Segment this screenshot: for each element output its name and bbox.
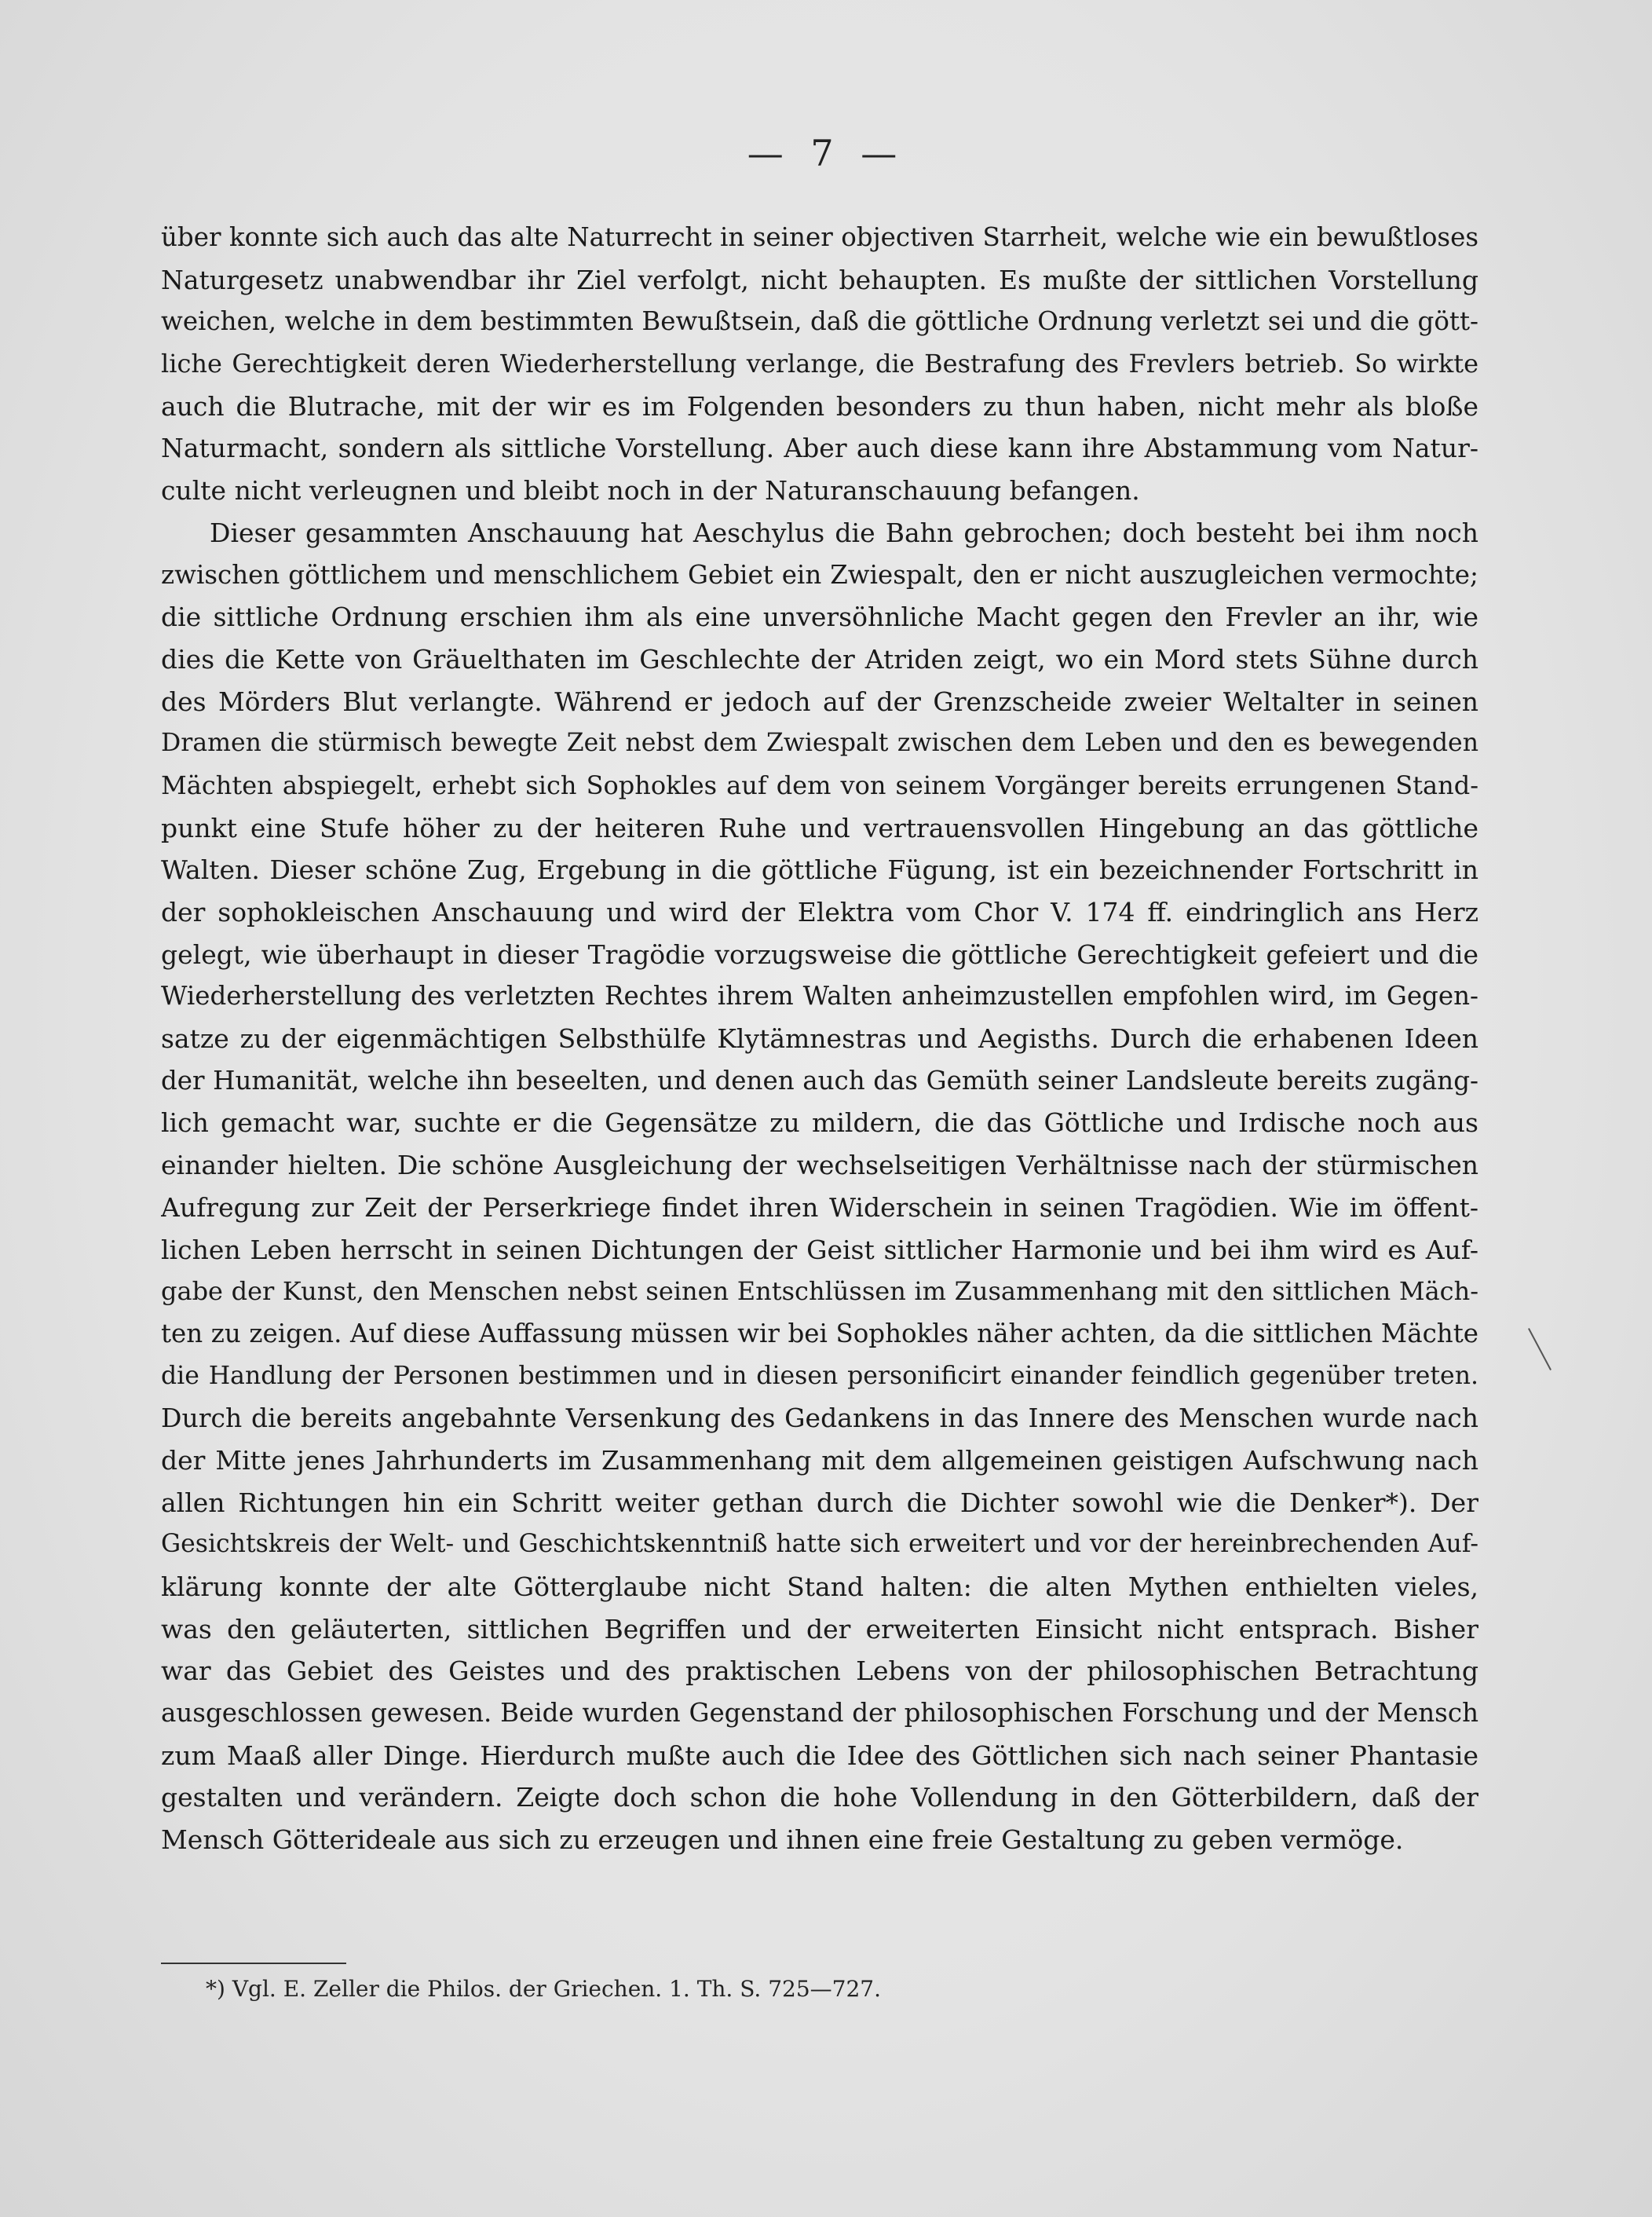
text-line: zum Maaß aller Dinge. Hierdurch mußte auch die Idee des Göttlichen sich nach seiner Phantasie bbox=[161, 1740, 1478, 1771]
footnote: *) Vgl. E. Zeller die Philos. der Griechen. 1. Th. S. 725—727. bbox=[206, 1976, 881, 2002]
text-line: culte nicht verleugnen und bleibt noch in der Naturanschauung befangen. bbox=[161, 475, 1140, 507]
text-line: liche Gerechtigkeit deren Wiederherstellung verlange, die Bestrafung des Frevlers betrieb. So wirkte bbox=[161, 349, 1478, 379]
text-line: Dramen die stürmisch bewegte Zeit nebst dem Zwiespalt zwischen dem Leben und den es bewegenden bbox=[161, 729, 1478, 758]
text-line: dies die Kette von Gräuelthaten im Geschlechte der Atriden zeigt, wo ein Mord stets Sühne durch bbox=[161, 643, 1478, 675]
text-line: Naturmacht, sondern als sittliche Vorstellung. Aber auch diese kann ihre Abstammung vom Natur- bbox=[161, 433, 1478, 464]
text-line: Gesichtskreis der Welt- und Geschichtskenntniß hatte sich erweitert und vor der hereinbrechenden Auf- bbox=[161, 1530, 1478, 1559]
text-line: was den geläuterten, sittlichen Begriffen und der erweiterten Einsicht nicht entsprach. Bisher bbox=[161, 1613, 1478, 1644]
text-line: die Handlung der Personen bestimmen und in diesen personificirt einander feindlich gegenüber treten. bbox=[161, 1361, 1478, 1390]
text-line: der sophokleischen Anschauung und wird der Elektra vom Chor V. 174 ff. eindringlich ans Herz bbox=[161, 897, 1478, 927]
text-line: Mächten abspiegelt, erhebt sich Sophokles auf dem von seinem Vorgänger bereits errungenen Stand- bbox=[161, 770, 1478, 800]
text-line: Durch die bereits angebahnte Versenkung des Gedankens in das Innere des Menschen wurde nach bbox=[161, 1403, 1478, 1434]
text-line: lich gemacht war, suchte er die Gegensätze zu mildern, die das Göttliche und Irdische noch aus bbox=[161, 1107, 1478, 1139]
text-line: Naturgesetz unabwendbar ihr Ziel verfolgt, nicht behaupten. Es mußte der sittlichen Vorstellung bbox=[161, 264, 1478, 295]
text-line: klärung konnte der alte Götterglaube nicht Stand halten: die alten Mythen enthielten vieles, bbox=[161, 1571, 1478, 1602]
text-line: punkt eine Stufe höher zu der heiteren Ruhe und vertrauensvollen Hingebung an das göttliche bbox=[161, 812, 1478, 843]
body-text bbox=[161, 217, 1478, 1861]
footnote-rule bbox=[161, 1963, 346, 1964]
text-line: der Humanität, welche ihn beseelten, und denen auch das Gemüth seiner Landsleute bereits zugäng- bbox=[161, 1065, 1478, 1096]
text-line: ausgeschlossen gewesen. Beide wurden Gegenstand der philosophischen Forschung und der Mensch bbox=[161, 1698, 1478, 1729]
text-line: des Mörders Blut verlangte. Während er jedoch auf der Grenzscheide zweier Weltalter in seinen bbox=[161, 686, 1478, 717]
text-line: über konnte sich auch das alte Naturrecht in seiner objectiven Starrheit, welche wie ein bewußtloses bbox=[161, 222, 1478, 252]
text-line: auch die Blutrache, mit der wir es im Folgenden besonders zu thun haben, nicht mehr als bloße bbox=[161, 390, 1478, 422]
text-line: Walten. Dieser schöne Zug, Ergebung in die göttliche Fügung, ist ein bezeichnender Fortschritt in bbox=[161, 854, 1478, 886]
pencil-mark bbox=[1528, 1328, 1551, 1370]
text-line: Wiederherstellung des verletzten Rechtes ihrem Walten anheimzustellen empfohlen wird, im Gegen- bbox=[161, 981, 1478, 1012]
text-line: satze zu der eigenmächtigen Selbsthülfe Klytämnestras und Aegisths. Durch die erhabenen Ideen bbox=[161, 1023, 1478, 1055]
page-number: — 7 — bbox=[747, 132, 905, 174]
text-line: Mensch Götterideale aus sich zu erzeugen und ihnen eine freie Gestaltung zu geben vermöge. bbox=[161, 1824, 1404, 1856]
text-line: weichen, welche in dem bestimmten Bewußtsein, daß die göttliche Ordnung verletzt sei und die gött- bbox=[161, 306, 1478, 337]
text-line: war das Gebiet des Geistes und des praktischen Lebens von der philosophischen Betrachtung bbox=[161, 1655, 1478, 1687]
text-line: zwischen göttlichem und menschlichem Gebiet ein Zwiespalt, den er nicht auszugleichen vermochte; bbox=[161, 559, 1478, 590]
text-line: Aufregung zur Zeit der Perserkriege findet ihren Widerschein in seinen Tragödien. Wie im öffent- bbox=[161, 1191, 1478, 1223]
text-line: gelegt, wie überhaupt in dieser Tragödie vorzugsweise die göttliche Gerechtigkeit gefeiert und die bbox=[161, 938, 1478, 970]
text-line: einander hielten. Die schöne Ausgleichung der wechselseitigen Verhältnisse nach der stürmischen bbox=[161, 1150, 1478, 1181]
text-line: lichen Leben herrscht in seinen Dichtungen der Geist sittlicher Harmonie und bei ihm wird es Auf- bbox=[161, 1234, 1478, 1265]
text-line: Dieser gesammten Anschauung hat Aeschylus die Bahn gebrochen; doch besteht bei ihm noch bbox=[210, 517, 1478, 548]
text-line: der Mitte jenes Jahrhunderts im Zusammenhang mit dem allgemeinen geistigen Aufschwung nach bbox=[161, 1444, 1478, 1476]
text-line: ten zu zeigen. Auf diese Auffassung müssen wir bei Sophokles näher achten, da die sittlichen Mächte bbox=[161, 1318, 1478, 1348]
text-line: gabe der Kunst, den Menschen nebst seinen Entschlüssen im Zusammenhang mit den sittlichen Mäch- bbox=[161, 1276, 1478, 1307]
text-line: allen Richtungen hin ein Schritt weiter gethan durch die Dichter sowohl wie die Denker*). Der bbox=[161, 1487, 1478, 1518]
text-line: die sittliche Ordnung erschien ihm als eine unversöhnliche Macht gegen den Frevler an ihr, wie bbox=[161, 602, 1478, 633]
text-line: gestalten und verändern. Zeigte doch schon die hohe Vollendung in den Götterbildern, daß der bbox=[161, 1782, 1478, 1813]
